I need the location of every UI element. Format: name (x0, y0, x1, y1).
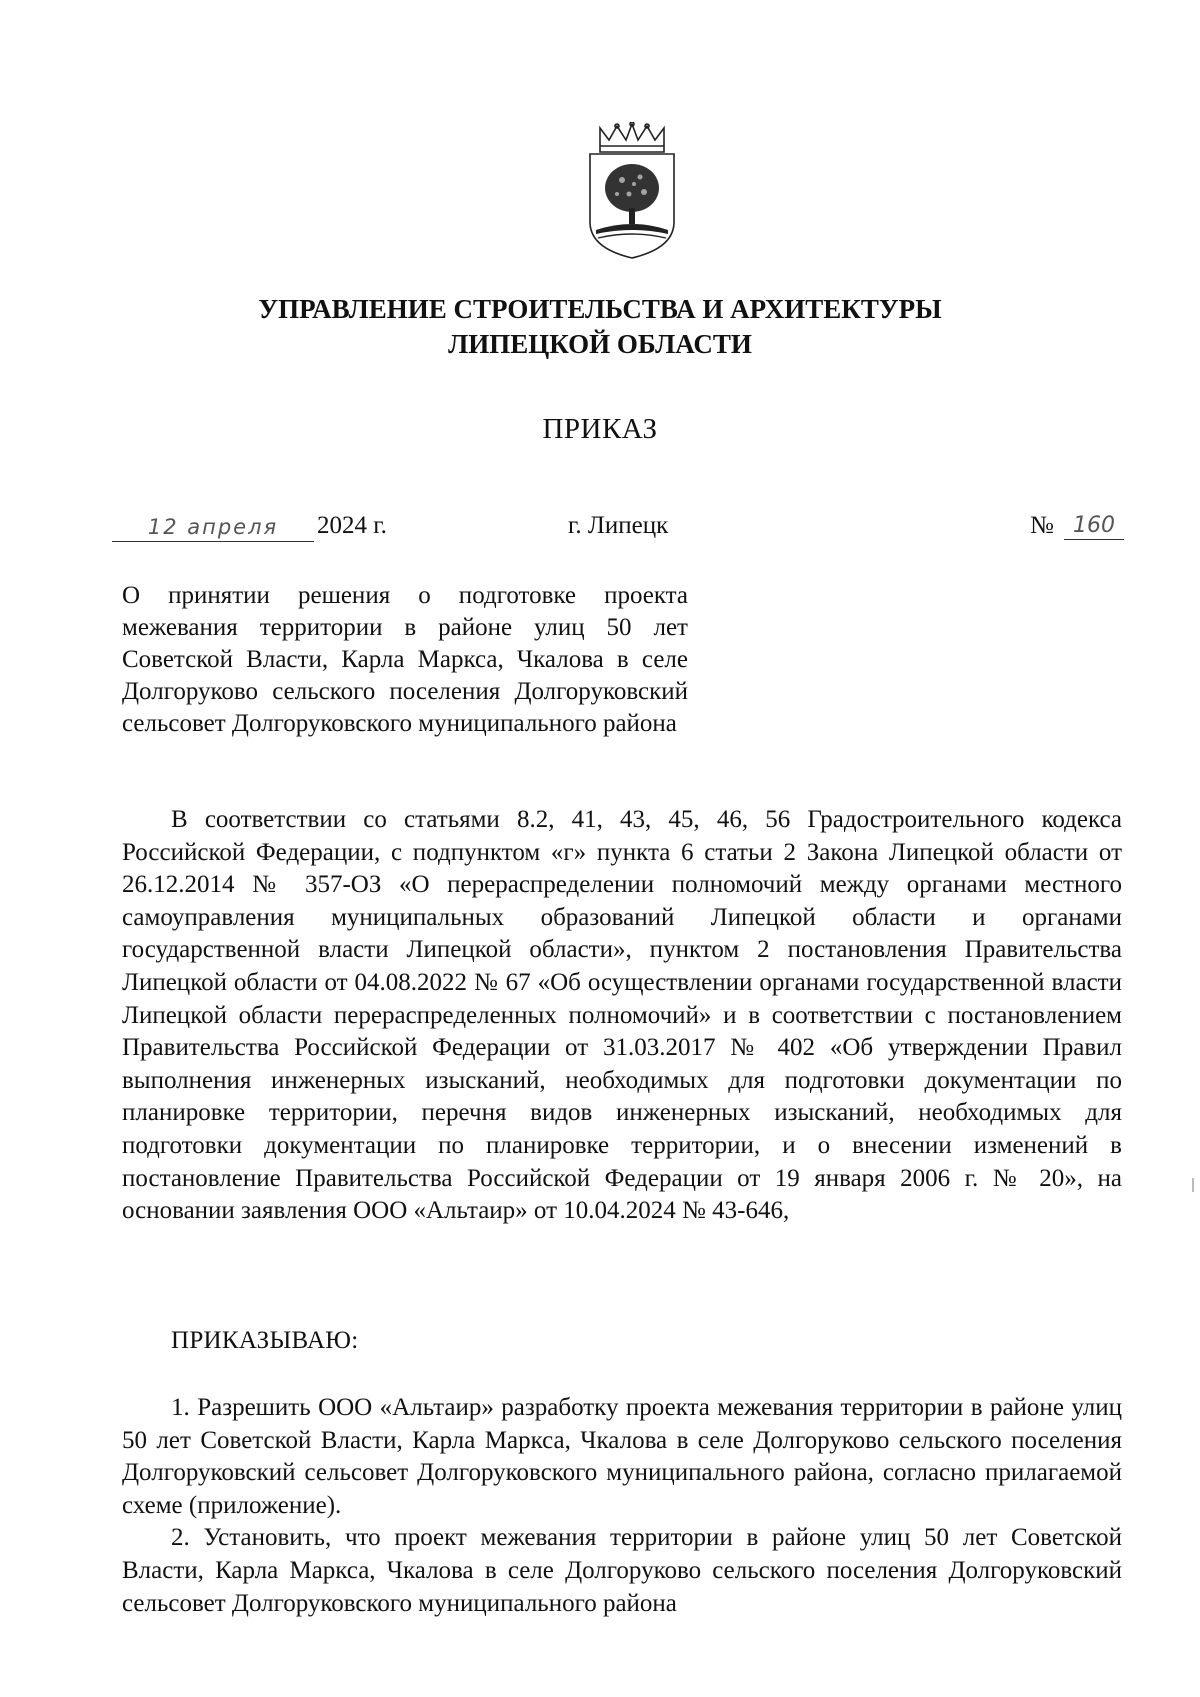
handwritten-number: 160 (1064, 511, 1124, 540)
scan-artifact (1192, 1178, 1194, 1192)
number-label: № (1030, 512, 1054, 539)
document-dateline (0, 512, 1200, 552)
order-word: ПРИКАЗЫВАЮ: (171, 1327, 359, 1354)
order-items (122, 1392, 1122, 1620)
preamble-paragraph: В соответствии со статьями 8.2, 41, 43, 45, 46, 56 Градостроительного кодекса Российской Федерации, с подпунктом «г» пункта 6 статьи 2 Закона Липецкой области от 26.12.2014 № 357-ОЗ «О перераспределении полномочий между органами местного самоуправления муниципальных образований Липецкой области и органами государственной власти Липецкой области», пунктом 2 постановления Правительства Липецкой области от 04.08.2022 № 67 «Об осуществлении органами государственной власти Липецкой области перераспределенных полномочий» и в соответствии с постановлением Правительства Российской Федерации от 31.03.2017 № 402 «Об утверждении Правил выполнения инженерных изысканий, необходимых для подготовки документации по планировке территории, перечня видов инженерных изысканий, необходимых для подготовки документации по планировке территории, и о внесении изменений в постановление Правительства Российской Федерации от 19 января 2006 г. № 20», на основании заявления ООО «Альтаир» от 10.04.2024 № 43-646, (122, 806, 1122, 1225)
organization-name-line1: УПРАВЛЕНИЕ СТРОИТЕЛЬСТВА И АРХИТЕКТУРЫ (258, 294, 942, 324)
document-type-title: ПРИКАЗ (542, 413, 658, 445)
coat-of-arms-emblem (582, 122, 682, 262)
city-name: г. Липецк (568, 512, 669, 539)
document-subject: О принятии решения о подготовке проекта межевания территории в районе улиц 50 лет Советской Власти, Карла Маркса, Чкалова в селе Долгоруково сельского поселения Долгоруковский сельсовет Долгоруковского муниципального района (122, 582, 688, 737)
handwritten-date: 12 апреля (112, 512, 314, 542)
order-item: 1. Разрешить ООО «Альтаир» разработку проекта межевания территории в районе улиц 50 лет Советской Власти, Карла Маркса, Чкалова в селе Долгоруково сельского поселения Долгоруковский сельсовет Долгоруковского муниципального района, согласно прилагаемой схеме (приложение). (122, 1394, 1122, 1519)
organization-header (0, 292, 1200, 362)
preamble-block (122, 804, 1122, 1228)
order-item: 2. Установить, что проект межевания территории в районе улиц 50 лет Советской Власти, Карла Маркса, Чкалова в селе Долгоруково сельского поселения Долгоруковский сельсовет Долгоруковского муниципального района (122, 1524, 1122, 1617)
organization-name-line2: ЛИПЕЦКОЙ ОБЛАСТИ (448, 329, 752, 359)
date-year: 2024 г. (317, 512, 387, 539)
